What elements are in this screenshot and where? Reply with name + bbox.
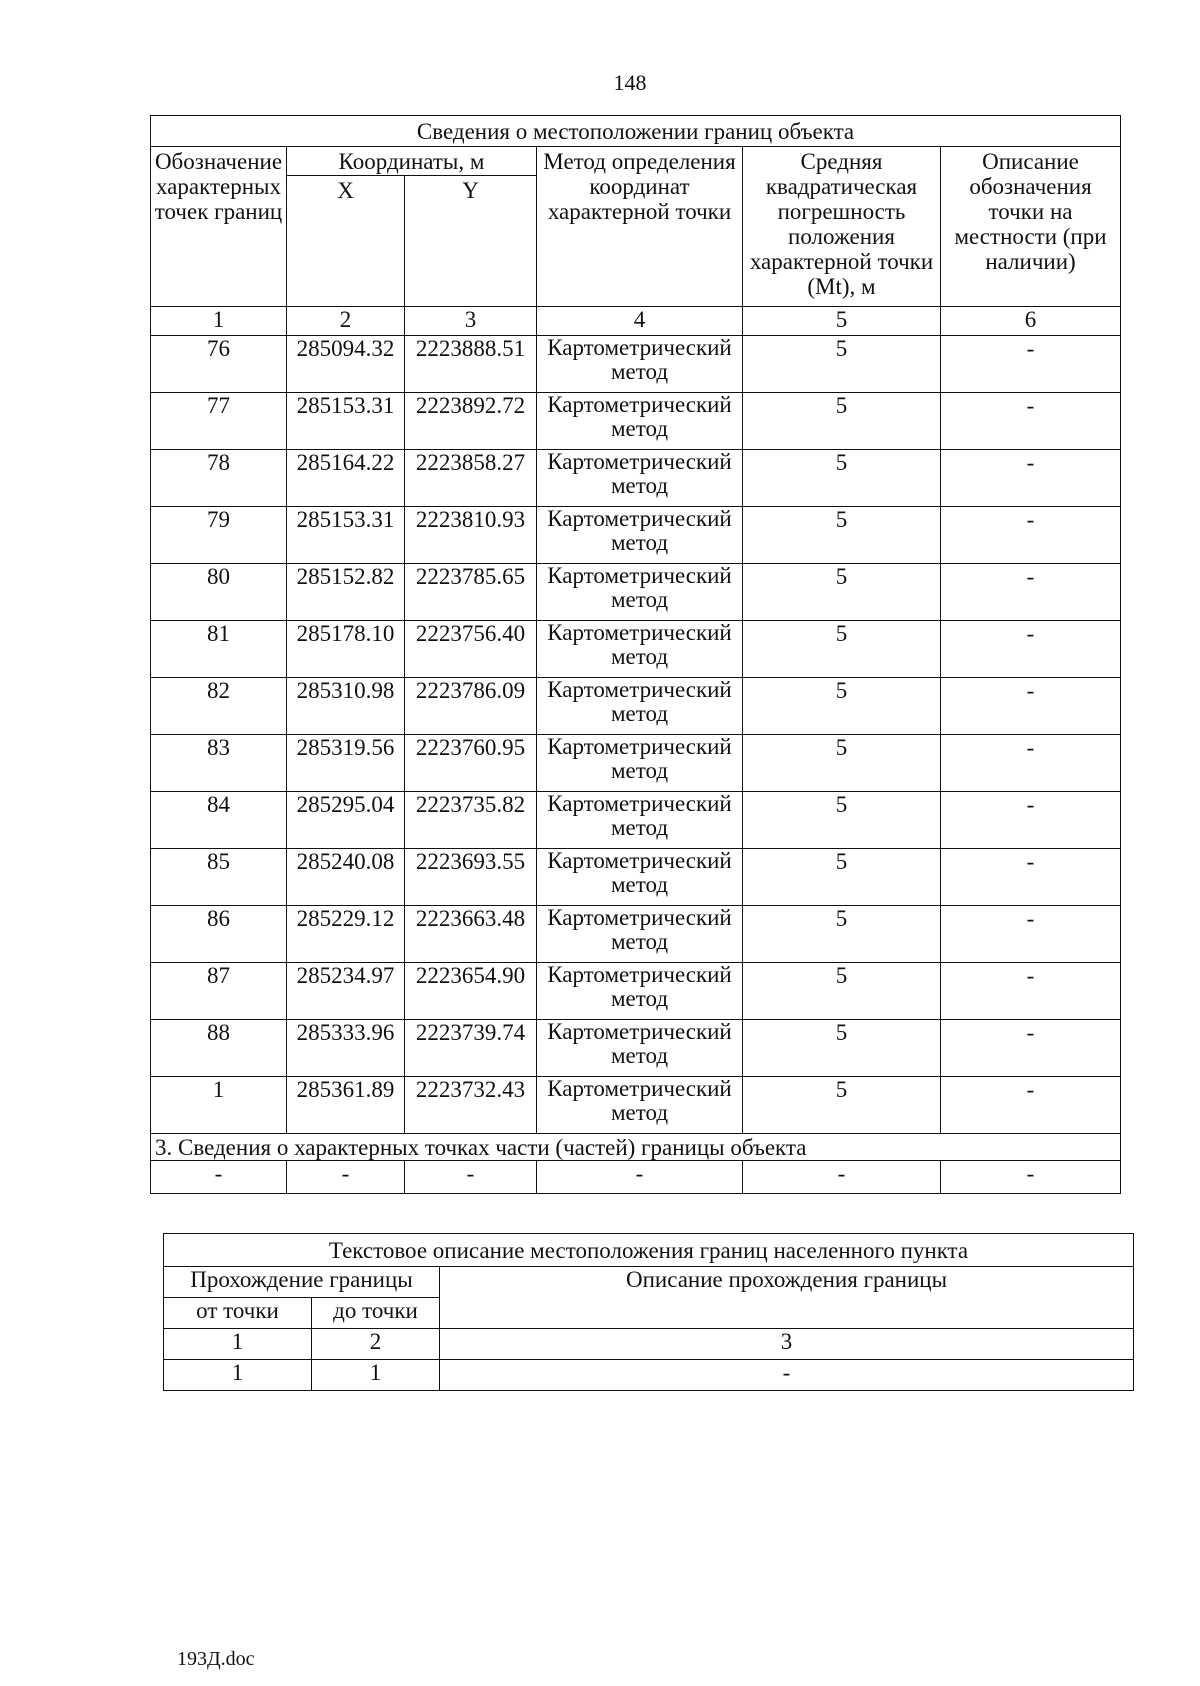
header-point: Обозначение характерных точек границ: [151, 147, 287, 307]
description-cell: -: [941, 849, 1121, 906]
header-passage-description: Описание прохождения границы: [440, 1267, 1134, 1329]
description-cell: -: [941, 564, 1121, 621]
y-coordinate-cell: 2223663.48: [405, 906, 537, 963]
error-cell: 5: [743, 621, 941, 678]
y-coordinate-cell: 2223810.93: [405, 507, 537, 564]
table-row: [151, 1020, 1121, 1077]
header-method: Метод определения координат характерной точки: [537, 147, 743, 307]
y-coordinate-cell: 2223785.65: [405, 564, 537, 621]
column-number: 4: [537, 307, 743, 336]
x-coordinate-cell: 285094.32: [287, 336, 405, 393]
point-cell: 87: [151, 963, 287, 1020]
header-description: Описание обозначения точки на местности (при наличии): [941, 147, 1121, 307]
description-cell: -: [941, 963, 1121, 1020]
description-cell: -: [941, 792, 1121, 849]
method-cell: Картометрический метод: [537, 849, 743, 906]
point-cell: 83: [151, 735, 287, 792]
description-cell: -: [941, 1077, 1121, 1134]
error-cell: 5: [743, 735, 941, 792]
point-cell: 80: [151, 564, 287, 621]
x-coordinate-cell: 285333.96: [287, 1020, 405, 1077]
error-cell: 5: [743, 336, 941, 393]
y-coordinate-cell: 2223735.82: [405, 792, 537, 849]
y-coordinate-cell: 2223892.72: [405, 393, 537, 450]
table-row: [151, 792, 1121, 849]
point-cell: 1: [151, 1077, 287, 1134]
header-from-point: от точки: [164, 1298, 312, 1329]
y-coordinate-cell: 2223760.95: [405, 735, 537, 792]
method-cell: Картометрический метод: [537, 1020, 743, 1077]
header-to-point: до точки: [312, 1298, 440, 1329]
section-3-cell: -: [537, 1161, 743, 1194]
x-coordinate-cell: 285164.22: [287, 450, 405, 507]
method-cell: Картометрический метод: [537, 963, 743, 1020]
method-cell: Картометрический метод: [537, 735, 743, 792]
boundary-coordinates-table: [150, 115, 1121, 1194]
x-coordinate-cell: 285152.82: [287, 564, 405, 621]
text-table-caption: Текстовое описание местоположения границ населенного пункта: [164, 1234, 1134, 1267]
header-x: X: [287, 176, 405, 307]
table-row: [151, 906, 1121, 963]
y-coordinate-cell: 2223739.74: [405, 1020, 537, 1077]
table-row: [151, 621, 1121, 678]
page-number: 148: [613, 70, 647, 95]
header-boundary-passage: Прохождение границы: [164, 1267, 440, 1298]
method-cell: Картометрический метод: [537, 450, 743, 507]
error-cell: 5: [743, 393, 941, 450]
from-point-cell: 1: [164, 1360, 312, 1391]
description-cell: -: [941, 336, 1121, 393]
x-coordinate-cell: 285234.97: [287, 963, 405, 1020]
y-coordinate-cell: 2223786.09: [405, 678, 537, 735]
table-row: [151, 1077, 1121, 1134]
point-cell: 81: [151, 621, 287, 678]
column-number: 2: [287, 307, 405, 336]
section-3-cell: -: [941, 1161, 1121, 1194]
description-cell: -: [941, 1020, 1121, 1077]
error-cell: 5: [743, 1020, 941, 1077]
table-row: [151, 735, 1121, 792]
x-coordinate-cell: 285240.08: [287, 849, 405, 906]
x-coordinate-cell: 285319.56: [287, 735, 405, 792]
method-cell: Картометрический метод: [537, 393, 743, 450]
point-cell: 85: [151, 849, 287, 906]
table-row: [151, 963, 1121, 1020]
column-number: 1: [164, 1329, 312, 1360]
section-3-cell: -: [743, 1161, 941, 1194]
boundary-text-description-table: [163, 1233, 1134, 1391]
section-3-title: 3. Сведения о характерных точках части (частей) границы объекта: [151, 1134, 1121, 1161]
description-cell: -: [941, 906, 1121, 963]
y-coordinate-cell: 2223732.43: [405, 1077, 537, 1134]
y-coordinate-cell: 2223858.27: [405, 450, 537, 507]
point-cell: 78: [151, 450, 287, 507]
table-row: [164, 1360, 1134, 1391]
point-cell: 79: [151, 507, 287, 564]
error-cell: 5: [743, 1077, 941, 1134]
error-cell: 5: [743, 678, 941, 735]
point-cell: 82: [151, 678, 287, 735]
column-number: 6: [941, 307, 1121, 336]
header-error: Средняя квадратическая погрешность положения характерной точки (Mt), м: [743, 147, 941, 307]
point-cell: 88: [151, 1020, 287, 1077]
x-coordinate-cell: 285295.04: [287, 792, 405, 849]
description-cell: -: [941, 450, 1121, 507]
error-cell: 5: [743, 792, 941, 849]
point-cell: 76: [151, 336, 287, 393]
point-cell: 84: [151, 792, 287, 849]
to-point-cell: 1: [312, 1360, 440, 1391]
x-coordinate-cell: 285310.98: [287, 678, 405, 735]
description-cell: -: [941, 507, 1121, 564]
error-cell: 5: [743, 507, 941, 564]
column-number: 3: [405, 307, 537, 336]
y-coordinate-cell: 2223888.51: [405, 336, 537, 393]
point-cell: 77: [151, 393, 287, 450]
description-cell: -: [941, 735, 1121, 792]
section-3-cell: -: [405, 1161, 537, 1194]
x-coordinate-cell: 285361.89: [287, 1077, 405, 1134]
error-cell: 5: [743, 906, 941, 963]
error-cell: 5: [743, 849, 941, 906]
method-cell: Картометрический метод: [537, 564, 743, 621]
x-coordinate-cell: 285153.31: [287, 507, 405, 564]
method-cell: Картометрический метод: [537, 906, 743, 963]
x-coordinate-cell: 285178.10: [287, 621, 405, 678]
error-cell: 5: [743, 963, 941, 1020]
x-coordinate-cell: 285229.12: [287, 906, 405, 963]
method-cell: Картометрический метод: [537, 792, 743, 849]
passage-description-cell: -: [440, 1360, 1134, 1391]
error-cell: 5: [743, 564, 941, 621]
column-number: 5: [743, 307, 941, 336]
section-3-cell: -: [287, 1161, 405, 1194]
method-cell: Картометрический метод: [537, 1077, 743, 1134]
table-caption: Сведения о местоположении границ объекта: [151, 116, 1121, 147]
column-number: 2: [312, 1329, 440, 1360]
method-cell: Картометрический метод: [537, 336, 743, 393]
method-cell: Картометрический метод: [537, 621, 743, 678]
description-cell: -: [941, 393, 1121, 450]
column-number: 1: [151, 307, 287, 336]
description-cell: -: [941, 621, 1121, 678]
table-row: [151, 849, 1121, 906]
method-cell: Картометрический метод: [537, 507, 743, 564]
table-row: [151, 336, 1121, 393]
description-cell: -: [941, 678, 1121, 735]
section-3-cell: -: [151, 1161, 287, 1194]
method-cell: Картометрический метод: [537, 678, 743, 735]
point-cell: 86: [151, 906, 287, 963]
y-coordinate-cell: 2223756.40: [405, 621, 537, 678]
error-cell: 5: [743, 450, 941, 507]
x-coordinate-cell: 285153.31: [287, 393, 405, 450]
header-y: Y: [405, 176, 537, 307]
column-number: 3: [440, 1329, 1134, 1360]
table-row: [151, 507, 1121, 564]
file-name-footer: 193Д.doc: [177, 1648, 255, 1670]
y-coordinate-cell: 2223693.55: [405, 849, 537, 906]
table-row: [151, 678, 1121, 735]
header-coordinates: Координаты, м: [287, 147, 537, 176]
table-row: [151, 564, 1121, 621]
table-row: [151, 450, 1121, 507]
y-coordinate-cell: 2223654.90: [405, 963, 537, 1020]
table-row: [151, 393, 1121, 450]
